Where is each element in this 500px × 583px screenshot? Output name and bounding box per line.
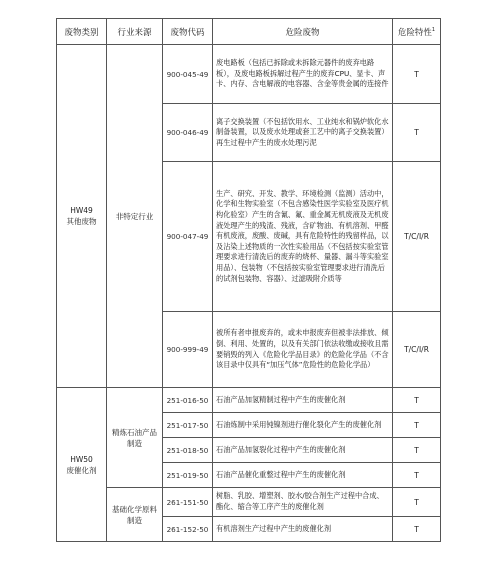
hazard-characteristic: T	[393, 104, 441, 162]
hazard-characteristic: T	[393, 488, 441, 517]
hazard-characteristic: T	[393, 463, 441, 488]
hazardous-waste-table	[56, 18, 441, 542]
table-row	[57, 388, 441, 413]
waste-code: 251-019-50	[163, 463, 213, 488]
header-industry-source: 行业来源	[107, 19, 163, 45]
header-footnote-mark: 1	[431, 26, 436, 33]
hazard-characteristic: T/C/I/R	[393, 312, 441, 388]
waste-code: 900-047-49	[163, 162, 213, 312]
hazard-characteristic: T	[393, 388, 441, 413]
table-header-row	[57, 19, 441, 45]
waste-code: 251-017-50	[163, 413, 213, 438]
source-cell-basic-chemicals: 基础化学原料制造	[107, 488, 163, 542]
waste-description: 生产、研究、开发、教学、环境检测（监测）活动中，化学和生物实验室（不包含感染性医学实验室及医疗机构化验室）产生的含氰、氟、重金属无机废液及无机废液处理产生的残渣、残液，含矿物油、有机溶剂、甲醛有机废液，废酸、废碱，具有危险特性的残留样品，以及沾染上述物质的一次性实验用品（不包括按实验室管理要求进行清洗后的废弃的烧杯、量器、漏斗等实验室用品）、包装物（不包括按实验室管理要求进行清洗后的试剂包装物、容器）、过滤吸附介质等	[213, 162, 393, 312]
waste-description: 石油产品加氢裂化过程中产生的废催化剂	[213, 438, 393, 463]
source-cell-petroleum-refining: 精炼石油产品制造	[107, 388, 163, 488]
header-waste-category: 废物类别	[57, 19, 107, 45]
header-hazard-characteristic: 危险特性$^1$	[393, 19, 441, 45]
waste-description: 被所有者申报废弃的，或未申报废弃但被非法排放、倾倒、利用、处置的，以及有关部门依法收缴或接收且需要销毁的列入《危险化学品目录》的危险化学品（不含该目录中仅具有“加压气体”危险性的危险化学品）	[213, 312, 393, 388]
waste-description: 有机溶剂生产过程中产生的废催化剂	[213, 517, 393, 542]
waste-description: 石油产品加氢精制过程中产生的废催化剂	[213, 388, 393, 413]
table-row	[57, 488, 441, 517]
waste-code: 261-152-50	[163, 517, 213, 542]
hazard-characteristic: T	[393, 45, 441, 104]
waste-description: 废电路板（包括已拆除或未拆除元器件的废弃电路板），及废电路板拆解过程产生的废弃CPU、显卡、声卡、内存、含电解液的电容器、含金等贵金属的连接件	[213, 45, 393, 104]
waste-description: 石油产品催化重整过程中产生的废催化剂	[213, 463, 393, 488]
header-waste-code: 废物代码	[163, 19, 213, 45]
waste-description: 离子交换装置（不包括饮用水、工业纯水和锅炉软化水制备装置，以及废水处理或套工艺中的离子交换装置）再生过程中产生的废水处理污泥	[213, 104, 393, 162]
category-cell-hw49: HW49 其他废物	[57, 45, 107, 388]
hazard-characteristic: T	[393, 517, 441, 542]
hazard-characteristic: T	[393, 413, 441, 438]
waste-description: 树脂、乳胶、增塑剂、胶水/胶合剂生产过程中合成、酯化、缩合等工序产生的废催化剂	[213, 488, 393, 517]
table-row	[57, 45, 441, 104]
waste-code: 251-016-50	[163, 388, 213, 413]
waste-code: 261-151-50	[163, 488, 213, 517]
waste-code: 900-045-49	[163, 45, 213, 104]
header-hazardous-waste: 危险废物	[213, 19, 393, 45]
waste-code: 900-999-49	[163, 312, 213, 388]
source-cell-non-specific: 非特定行业	[107, 45, 163, 388]
waste-code: 900-046-49	[163, 104, 213, 162]
waste-description: 石油炼制中采用钝镍剂进行催化裂化产生的废催化剂	[213, 413, 393, 438]
category-cell-hw50: HW50 废催化剂	[57, 388, 107, 542]
waste-code: 251-018-50	[163, 438, 213, 463]
hazard-characteristic: T	[393, 438, 441, 463]
hazard-characteristic: T/C/I/R	[393, 162, 441, 312]
